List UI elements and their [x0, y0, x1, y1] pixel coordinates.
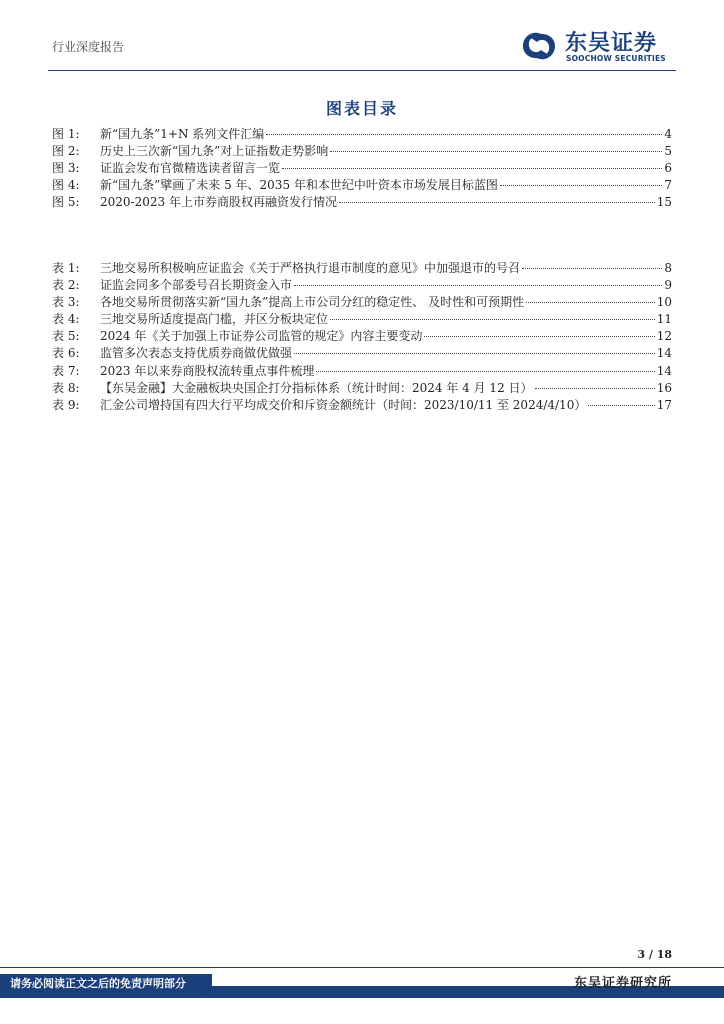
figure-entry[interactable]	[52, 143, 672, 160]
leader-dots	[500, 185, 662, 186]
toc-page: 14	[656, 363, 672, 378]
toc-page: 15	[656, 195, 672, 210]
toc-title: 2020-2023 年上市券商股权再融资发行情况	[100, 195, 337, 210]
logo-chinese-name: 东吴证券	[565, 31, 658, 56]
toc-label: 图 5:	[52, 195, 80, 210]
toc-label: 图 2:	[52, 144, 80, 159]
leader-dots	[282, 168, 662, 169]
leader-dots	[522, 268, 662, 269]
toc-title: 三地交易所适度提高门槛，并区分板块定位	[100, 312, 329, 327]
toc-title: 汇金公司增持国有四大行平均成交价和斥资金额统计（时间：2023/10/11 至 2024/4/10）	[100, 397, 587, 412]
figure-entry[interactable]	[52, 126, 672, 143]
table-entry[interactable]	[52, 277, 672, 294]
table-entry[interactable]	[52, 345, 672, 362]
toc-title: 2023 年以来券商股权流转重点事件梳理	[100, 363, 315, 378]
figure-entry[interactable]	[52, 194, 672, 211]
toc-label: 表 7:	[52, 363, 80, 378]
toc-page: 10	[656, 295, 672, 310]
toc-label: 表 8:	[52, 380, 80, 395]
toc-title: 历史上三次新“国九条”对上证指数走势影响	[100, 144, 329, 159]
figure-list	[52, 126, 672, 211]
leader-dots	[588, 405, 654, 406]
leader-dots	[294, 285, 662, 286]
header-divider	[48, 70, 676, 71]
report-category: 行业深度报告	[52, 40, 125, 54]
institute-name: 东吴证券研究所	[573, 976, 672, 991]
toc-title: 证监会发布官微精选读者留言一览	[100, 161, 281, 176]
toc-label: 表 3:	[52, 295, 80, 310]
toc-title: 监管多次表态支持优质券商做优做强	[100, 346, 293, 361]
leader-dots	[294, 353, 655, 354]
table-entry[interactable]	[52, 294, 672, 311]
figure-entry[interactable]	[52, 160, 672, 177]
table-entry[interactable]	[52, 397, 672, 414]
toc-label: 表 1:	[52, 261, 80, 275]
toc-label: 图 3:	[52, 161, 80, 176]
toc-page: 6	[664, 161, 672, 176]
toc-page: 9	[664, 278, 672, 293]
disclaimer-notice: 请务必阅读正文之后的免责声明部分	[0, 974, 212, 994]
table-entry[interactable]	[52, 380, 672, 397]
toc-title: 2024 年《关于加强上市证券公司监管的规定》内容主要变动	[100, 329, 423, 344]
toc-page: 16	[656, 380, 672, 395]
table-entry[interactable]	[52, 363, 672, 380]
leader-dots	[330, 319, 655, 320]
toc-title: 新“国九条”1+N 系列文件汇编	[100, 127, 265, 141]
toc-title: 新“国九条”擘画了未来 5 年、2035 年和本世纪中叶资本市场发展目标蓝图	[100, 178, 498, 193]
figure-entry[interactable]	[52, 177, 672, 194]
toc-label: 表 4:	[52, 312, 80, 327]
logo-english-name: SOOCHOW SECURITIES	[566, 54, 666, 63]
table-entry[interactable]	[52, 311, 672, 328]
toc-page: 14	[656, 346, 672, 361]
toc-label: 表 6:	[52, 346, 80, 361]
leader-dots	[535, 388, 655, 389]
leader-dots	[316, 371, 654, 372]
leader-dots	[339, 202, 655, 203]
toc-title: 各地交易所贯彻落实新“国九条”提高上市公司分红的稳定性、 及时性和可预期性	[100, 295, 525, 310]
toc-label: 图 4:	[52, 178, 80, 193]
company-logo	[519, 26, 679, 66]
toc-page: 11	[656, 312, 672, 327]
toc-title: 证监会同多个部委号召长期资金入市	[100, 278, 293, 293]
toc-title: 【东吴金融】大金融板块央国企打分指标体系（统计时间：2024 年 4 月 12 日）	[100, 380, 533, 395]
soochow-logo-icon	[519, 28, 559, 64]
toc-label: 表 5:	[52, 329, 80, 344]
toc-page: 4	[664, 127, 672, 141]
toc-page: 17	[656, 397, 672, 412]
leader-dots	[266, 134, 662, 135]
toc-label: 表 2:	[52, 278, 80, 293]
page-number: 3 / 18	[637, 948, 672, 961]
page-title: 图表目录	[325, 99, 398, 118]
toc-page: 5	[664, 144, 672, 159]
table-entry[interactable]	[52, 260, 672, 277]
toc-label: 图 1:	[52, 127, 80, 141]
leader-dots	[526, 302, 655, 303]
table-list	[52, 260, 672, 414]
toc-page: 8	[664, 261, 672, 275]
toc-page: 12	[656, 329, 672, 344]
toc-label: 表 9:	[52, 397, 80, 412]
toc-page: 7	[664, 178, 672, 193]
leader-dots	[424, 336, 654, 337]
leader-dots	[330, 151, 662, 152]
footer-divider	[0, 967, 724, 968]
table-entry[interactable]	[52, 328, 672, 345]
toc-title: 三地交易所积极响应证监会《关于严格执行退市制度的意见》中加强退市的号召	[100, 261, 521, 275]
